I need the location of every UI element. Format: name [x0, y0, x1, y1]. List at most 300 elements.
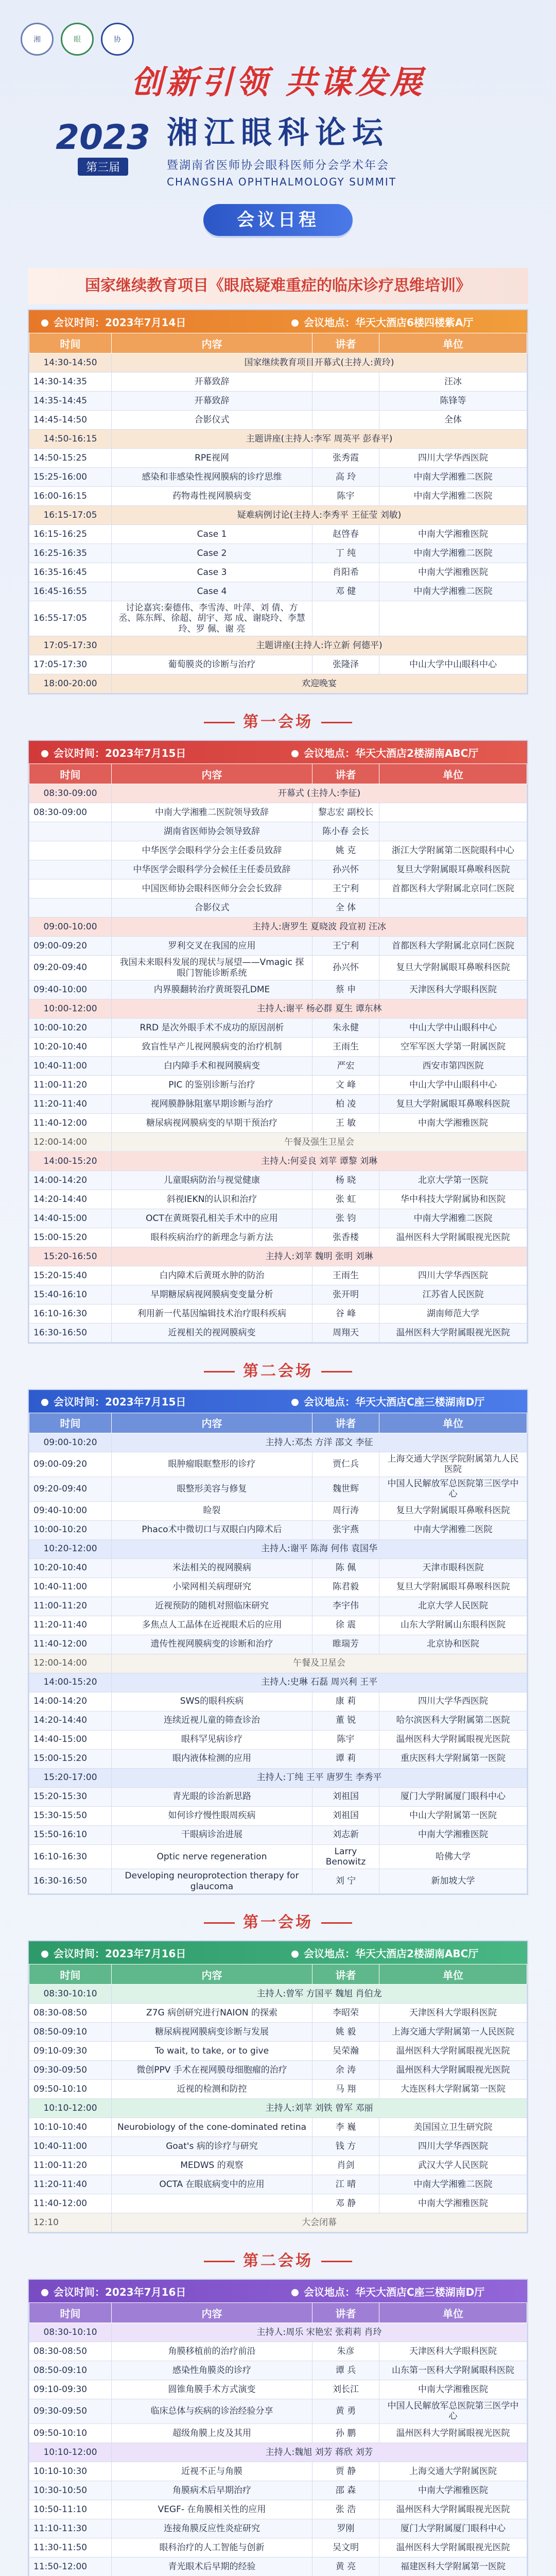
row-time: 10:00-10:20 — [29, 1018, 112, 1037]
row-speaker: 肖剑 — [312, 2156, 379, 2175]
row-time: 10:10-10:30 — [29, 2462, 112, 2481]
row-speaker: 邓 静 — [312, 2194, 379, 2213]
logo-3-text: 协 — [114, 36, 121, 44]
table-row — [29, 655, 527, 674]
row-topic: 药物毒性视网膜病变 — [112, 487, 312, 506]
row-unit: 新加坡大学 — [379, 1869, 527, 1894]
session-date-text: 会议时间：2023年7月16日 — [54, 2285, 186, 2298]
card-header — [29, 310, 527, 333]
col-time: 时间 — [29, 1413, 112, 1433]
row-time: 11:20-11:40 — [29, 1616, 112, 1635]
row-topic: 致盲性早产儿视网膜病变的治疗机制 — [112, 1037, 312, 1056]
schedule-table — [29, 1964, 527, 2232]
logo-group — [21, 23, 134, 56]
row-unit: 温州医科大学附属眼视光医院 — [379, 2042, 527, 2061]
session-date-text: 会议时间：2023年7月15日 — [54, 1396, 186, 1409]
row-unit: 天津医科大学眼科医院 — [379, 2004, 527, 2023]
table-row — [29, 2023, 527, 2042]
row-speaker: 吴荣瀚 — [312, 2042, 379, 2061]
row-topic: 超级角膜上皮及其用 — [112, 2424, 312, 2443]
venue-title: 第二会场 — [28, 2248, 528, 2270]
row-topic: 湖南省医师协会领导致辞 — [112, 822, 312, 841]
row-time: 11:10-11:30 — [29, 2519, 112, 2538]
slogan: 创新引领 共谋发展 — [131, 63, 425, 101]
row-unit: 温州医科大学附属眼视光医院 — [379, 2424, 527, 2443]
row-speaker: 刘祖国 — [312, 1806, 379, 1825]
row-topic: 斜视IEKN的认识和治疗 — [112, 1190, 312, 1209]
row-session-text: 主持人:邓杰 方洋 邵文 李征 — [112, 1433, 527, 1452]
row-unit: 武汉大学人民医院 — [379, 2156, 527, 2175]
event-title: 湘江眼科论坛 — [167, 115, 389, 151]
col-speaker: 讲者 — [312, 1413, 379, 1433]
row-topic: 眼内液体检测的应用 — [112, 1749, 312, 1768]
table-row — [29, 1056, 527, 1075]
row-unit: 重庆医科大学附属第一医院 — [379, 1749, 527, 1768]
row-speaker: 魏世辉 — [312, 1477, 379, 1501]
table-row — [29, 1285, 527, 1304]
society-logo-2 — [61, 23, 94, 56]
row-topic: 白内障手术和视网膜病变 — [112, 1056, 312, 1075]
row-speaker: 全 体 — [312, 899, 379, 918]
dot-icon — [41, 750, 48, 757]
table-row — [29, 879, 527, 899]
row-topic: 白内障术后黄斑水肿的防治 — [112, 1266, 312, 1285]
dot-icon — [291, 319, 299, 327]
row-speaker: 董 锐 — [312, 1711, 379, 1730]
year-badge — [51, 117, 154, 176]
col-speaker: 讲者 — [312, 333, 379, 353]
row-unit: 山东大学附属山东眼科医院 — [379, 1616, 527, 1635]
row-session-text: 主持人:谢平 陈海 何伟 袁国华 — [112, 1539, 527, 1558]
row-topic: 连接角膜反应性炎症研究 — [112, 2519, 312, 2538]
row-unit: 中山大学附属第一医院 — [379, 1806, 527, 1825]
row-time: 16:00-16:15 — [29, 487, 112, 506]
row-speaker: 姚 毅 — [312, 2023, 379, 2042]
row-topic: 中国医师协会眼科医师分会会长致辞 — [112, 879, 312, 899]
session-place — [279, 745, 527, 760]
session-chair-row — [29, 636, 527, 655]
row-unit: 四川大学华西医院 — [379, 2137, 527, 2156]
page-header — [0, 0, 556, 206]
row-unit: 天津市眼科医院 — [379, 1558, 527, 1578]
row-topic: 连续近视儿童的筛查诊治 — [112, 1711, 312, 1730]
society-logo-3 — [101, 23, 134, 56]
row-time: 09:30-09:50 — [29, 2399, 112, 2424]
col-time: 时间 — [29, 764, 112, 784]
table-row — [29, 2519, 527, 2538]
row-unit: 北京大学第一医院 — [379, 1171, 527, 1190]
session-place — [279, 2284, 527, 2299]
row-unit: 中南大学湘雅二医院 — [379, 1209, 527, 1228]
col-time: 时间 — [29, 2303, 112, 2323]
row-unit: 大连医科大学附属第一医院 — [379, 2080, 527, 2099]
row-time: 15:50-16:10 — [29, 1825, 112, 1844]
row-session-text: 主持人:曾军 方国平 魏旭 肖伯龙 — [112, 1985, 527, 2004]
row-unit: 上海交通大学附属医院 — [379, 2462, 527, 2481]
row-topic: Case 3 — [112, 563, 312, 582]
row-topic: OCTA 在眼底病变中的应用 — [112, 2175, 312, 2194]
table-row — [29, 2481, 527, 2500]
row-topic: Optic nerve regeneration — [112, 1844, 312, 1869]
row-topic: Case 2 — [112, 544, 312, 563]
row-unit: 中南大学湘雅二医院 — [379, 468, 527, 487]
row-unit: 温州医科大学附属眼视光医院 — [379, 1730, 527, 1749]
row-topic: Phaco术中微切口与双眼白内障术后 — [112, 1520, 312, 1539]
row-time: 09:00-09:20 — [29, 937, 112, 956]
table-row — [29, 1730, 527, 1749]
row-topic: 内界膜翻转治疗黄斑裂孔DME — [112, 980, 312, 999]
session-chair-row — [29, 2099, 527, 2118]
row-speaker: 丁 纯 — [312, 544, 379, 563]
row-unit: 中山大学中山眼科中心 — [379, 1075, 527, 1094]
table-row — [29, 2175, 527, 2194]
row-speaker: 严宏 — [312, 1056, 379, 1075]
row-unit: 中南大学湘雅医院 — [379, 563, 527, 582]
row-session-text: 主题讲座(主持人:李军 周英平 彭春平) — [112, 430, 527, 449]
row-session-text: 主持人:谢平 杨必群 夏生 谭东林 — [112, 999, 527, 1018]
table-row — [29, 2080, 527, 2099]
break-row — [29, 1654, 527, 1673]
table-row — [29, 1323, 527, 1342]
row-session-text: 主持人:丁纯 王平 唐罗生 李秀平 — [112, 1768, 527, 1787]
row-time: 10:10-10:40 — [29, 2118, 112, 2137]
row-session-text: 国家继续教育项目开幕式(主持人:黄玲) — [112, 353, 527, 372]
row-time: 16:15-17:05 — [29, 506, 112, 525]
row-speaker: 贾 静 — [312, 2462, 379, 2481]
row-session-text: 主持人:何妥良 刘苹 谭黎 刘琳 — [112, 1151, 527, 1171]
table-row — [29, 2137, 527, 2156]
row-time: 08:30-08:50 — [29, 2004, 112, 2023]
session-place-text: 会议地点：华天大酒店6楼四楼紫A厅 — [304, 316, 474, 329]
row-speaker: 陈小春 会长 — [312, 822, 379, 841]
row-unit: 四川大学华西医院 — [379, 449, 527, 468]
table-row — [29, 980, 527, 999]
row-time: 15:00-15:20 — [29, 1228, 112, 1247]
table-row — [29, 2538, 527, 2557]
row-time: 14:30-14:35 — [29, 372, 112, 392]
row-session-text: 主持人:刘苹 刘铁 曾军 邓丽 — [112, 2099, 527, 2118]
row-time: 14:50-16:15 — [29, 430, 112, 449]
row-unit: 空军军医大学第一附属医院 — [379, 1037, 527, 1056]
title-text — [154, 108, 505, 188]
row-time: 10:40-11:00 — [29, 1056, 112, 1075]
session-date-text: 会议时间：2023年7月16日 — [54, 1947, 186, 1960]
row-topic: 眼科罕见病诊疗 — [112, 1730, 312, 1749]
row-speaker: 张 虹 — [312, 1190, 379, 1209]
row-time: 16:10-16:30 — [29, 1844, 112, 1869]
row-unit: 中南大学湘雅二医院 — [379, 487, 527, 506]
agenda-label: 会议日程 — [203, 204, 353, 236]
session-chair-row — [29, 1247, 527, 1266]
table-row — [29, 1094, 527, 1113]
row-unit: 中南大学湘雅医院 — [379, 1825, 527, 1844]
row-time: 10:20-12:00 — [29, 1539, 112, 1558]
table-row — [29, 860, 527, 879]
row-topic: 近视的检测和防控 — [112, 2080, 312, 2099]
row-speaker: 陈 佩 — [312, 1558, 379, 1578]
row-topic: 眼整形美容与修复 — [112, 1477, 312, 1501]
row-topic: 合影仪式 — [112, 899, 312, 918]
row-time: 09:00-10:00 — [29, 918, 112, 937]
row-speaker: 刘祖国 — [312, 1787, 379, 1806]
table-row — [29, 1749, 527, 1768]
row-speaker: 张宇燕 — [312, 1520, 379, 1539]
row-topic: VEGF- 在角膜相关性的应用 — [112, 2500, 312, 2519]
row-unit: 温州医科大学附属眼视光医院 — [379, 2061, 527, 2080]
row-time: 10:20-10:40 — [29, 1558, 112, 1578]
table-row — [29, 2042, 527, 2061]
table-row — [29, 1825, 527, 1844]
table-row — [29, 2061, 527, 2080]
row-speaker: 姚 克 — [312, 841, 379, 860]
row-unit: 上海交通大学附属第一人民医院 — [379, 2023, 527, 2042]
session-place-text: 会议地点：华天大酒店2楼湖南ABC厅 — [304, 747, 479, 759]
row-speaker: 孙 鹏 — [312, 2424, 379, 2443]
card-header — [29, 741, 527, 764]
row-speaker: 高 玲 — [312, 468, 379, 487]
table-row — [29, 2500, 527, 2519]
row-speaker: 肖阳希 — [312, 563, 379, 582]
row-topic: RRD 是次外眼手术不成功的原因剖析 — [112, 1018, 312, 1037]
row-topic: 眼科治疗的人工智能与创新 — [112, 2538, 312, 2557]
table-row — [29, 1075, 527, 1094]
society-logo-1 — [21, 23, 54, 56]
row-speaker: 赵啓春 — [312, 525, 379, 544]
row-time: 09:40-10:00 — [29, 980, 112, 999]
table-row — [29, 2424, 527, 2443]
cme-banner: 国家继续教育项目《眼底疑难重症的临床诊疗思维培训》 — [28, 268, 528, 304]
row-unit: 哈尔滨医科大学附属第二医院 — [379, 1711, 527, 1730]
table-row — [29, 2156, 527, 2175]
row-time: 16:45-16:55 — [29, 582, 112, 601]
row-session-text: 主持人:唐罗生 夏晓波 段宣初 汪冰 — [112, 918, 527, 937]
logo-2-text: 眼 — [74, 36, 81, 44]
table-row — [29, 1806, 527, 1825]
row-speaker: 陈君毅 — [312, 1578, 379, 1597]
table-row — [29, 2342, 527, 2361]
col-speaker: 讲者 — [312, 764, 379, 784]
session-place — [279, 314, 527, 329]
row-time: 14:45-14:50 — [29, 411, 112, 430]
row-topic: SWS的眼科疾病 — [112, 1692, 312, 1711]
table-row — [29, 487, 527, 506]
row-topic: 葡萄膜炎的诊断与治疗 — [112, 655, 312, 674]
break-row — [29, 1132, 527, 1151]
row-time: 16:55-17:05 — [29, 601, 112, 636]
row-time: 11:40-12:00 — [29, 1635, 112, 1654]
card-header — [29, 1390, 527, 1413]
row-time: 09:20-09:40 — [29, 956, 112, 980]
row-time: 11:20-11:40 — [29, 1094, 112, 1113]
row-time — [29, 879, 112, 899]
row-time: 16:30-16:50 — [29, 1869, 112, 1894]
row-time: 10:20-10:40 — [29, 1037, 112, 1056]
row-topic: 眼肿瘤眼眶整形的诊疗 — [112, 1452, 312, 1477]
session-place-text: 会议地点：华天大酒店C座三楼湖南D厅 — [304, 1396, 485, 1409]
table-row — [29, 1477, 527, 1501]
row-speaker: 王宁利 — [312, 879, 379, 899]
session-chair-row — [29, 2323, 527, 2342]
row-unit — [379, 803, 527, 822]
table-row — [29, 899, 527, 918]
row-speaker: 余 涛 — [312, 2061, 379, 2080]
row-time: 14:00-15:20 — [29, 1151, 112, 1171]
card-header — [29, 2280, 527, 2302]
row-time: 15:20-16:50 — [29, 1247, 112, 1266]
row-topic: 多焦点人工晶体在近视眼术后的应用 — [112, 1616, 312, 1635]
schedule-card — [28, 740, 528, 1344]
schedule-card — [28, 1389, 528, 1895]
table-row — [29, 2118, 527, 2137]
dot-icon — [41, 1951, 48, 1958]
row-time: 16:30-16:50 — [29, 1323, 112, 1342]
row-time: 14:40-15:00 — [29, 1209, 112, 1228]
row-speaker: 李 巍 — [312, 2118, 379, 2137]
table-row — [29, 1228, 527, 1247]
row-time: 16:15-16:25 — [29, 525, 112, 544]
row-speaker: 陈宇 — [312, 1730, 379, 1749]
row-time: 08:30-10:10 — [29, 2323, 112, 2342]
session-chair-row — [29, 2443, 527, 2462]
row-topic: 青光眼的诊治新思路 — [112, 1787, 312, 1806]
row-time: 08:30-10:10 — [29, 1985, 112, 2004]
row-time: 10:40-11:00 — [29, 1578, 112, 1597]
row-speaker: 张 浩 — [312, 2500, 379, 2519]
col-time: 时间 — [29, 1964, 112, 1985]
row-speaker: 邵 森 — [312, 2481, 379, 2500]
table-row — [29, 1520, 527, 1539]
session-chair-row — [29, 1433, 527, 1452]
table-row — [29, 544, 527, 563]
row-unit: 首都医科大学附属北京同仁医院 — [379, 879, 527, 899]
session-chair-row — [29, 506, 527, 525]
row-speaker: 黄 亮 — [312, 2557, 379, 2576]
table-row — [29, 2399, 527, 2424]
row-unit: 华中科技大学附属协和医院 — [379, 1190, 527, 1209]
row-topic: 感染性角膜炎的诊疗 — [112, 2361, 312, 2380]
row-speaker: 张秀霞 — [312, 449, 379, 468]
row-speaker: 文 峰 — [312, 1075, 379, 1094]
row-unit: 中南大学湘雅二医院 — [379, 1520, 527, 1539]
row-speaker: 王 敏 — [312, 1113, 379, 1132]
table-row — [29, 1266, 527, 1285]
col-topic: 内容 — [112, 2303, 312, 2323]
row-speaker: 黎志宏 副校长 — [312, 803, 379, 822]
row-speaker: 马 翔 — [312, 2080, 379, 2099]
session-chair-row — [29, 1151, 527, 1171]
row-time: 10:10-12:00 — [29, 2099, 112, 2118]
table-row — [29, 1558, 527, 1578]
row-session-text: 主题讲座(主持人:许立新 何德平) — [112, 636, 527, 655]
row-unit: 浙江大学附属第二医院眼科中心 — [379, 841, 527, 860]
row-speaker: 吴文明 — [312, 2538, 379, 2557]
row-topic: Case 4 — [112, 582, 312, 601]
col-unit: 单位 — [379, 1413, 527, 1433]
row-unit: 温州医科大学附属眼视光医院 — [379, 2500, 527, 2519]
session-chair-row — [29, 1673, 527, 1692]
row-time: 10:50-11:10 — [29, 2500, 112, 2519]
table-row — [29, 1711, 527, 1730]
row-topic: Case 1 — [112, 525, 312, 544]
dot-icon — [41, 2289, 48, 2296]
row-unit: 北京大学人民医院 — [379, 1597, 527, 1616]
row-topic: 角膜移植前的治疗前沿 — [112, 2342, 312, 2361]
table-row — [29, 1018, 527, 1037]
row-time: 15:40-16:10 — [29, 1285, 112, 1304]
row-unit: 中山大学中山眼科中心 — [379, 1018, 527, 1037]
row-speaker: 孙兴怀 — [312, 956, 379, 980]
row-time — [29, 841, 112, 860]
col-unit: 单位 — [379, 2303, 527, 2323]
row-time: 15:25-16:00 — [29, 468, 112, 487]
row-unit: 湖南师范大学 — [379, 1304, 527, 1323]
row-speaker — [312, 411, 379, 430]
table-row — [29, 1597, 527, 1616]
table-row — [29, 1787, 527, 1806]
row-speaker: 周翔天 — [312, 1323, 379, 1342]
row-time: 14:40-15:00 — [29, 1730, 112, 1749]
table-row — [29, 1171, 527, 1190]
row-time: 16:25-16:35 — [29, 544, 112, 563]
row-unit: 温州医科大学附属眼视光医院 — [379, 2538, 527, 2557]
row-topic: 中华医学会眼科学分会主任委员致辞 — [112, 841, 312, 860]
table-row — [29, 822, 527, 841]
row-topic: To wait, to take, or to give — [112, 2042, 312, 2061]
row-time: 09:50-10:10 — [29, 2080, 112, 2099]
row-unit: 江苏省人民医院 — [379, 1285, 527, 1304]
table-row — [29, 2361, 527, 2380]
row-time: 14:20-14:40 — [29, 1190, 112, 1209]
col-unit: 单位 — [379, 1964, 527, 1985]
session-date — [29, 1394, 279, 1409]
row-speaker: Larry Benowitz — [312, 1844, 379, 1869]
table-row — [29, 1616, 527, 1635]
row-topic: 开幕致辞 — [112, 372, 312, 392]
session-chair-row — [29, 1539, 527, 1558]
schedule-card — [28, 1940, 528, 2233]
row-unit: 山东第一医科大学附属眼科医院 — [379, 2361, 527, 2380]
session-chair-row — [29, 353, 527, 372]
row-unit: 复旦大学附属眼耳鼻喉科医院 — [379, 1094, 527, 1113]
table-row — [29, 841, 527, 860]
col-topic: 内容 — [112, 764, 312, 784]
agenda-content — [28, 263, 528, 2576]
row-speaker: 贾仁兵 — [312, 1452, 379, 1477]
row-speaker: 谭 莉 — [312, 1749, 379, 1768]
row-topic: 合影仪式 — [112, 411, 312, 430]
session-place — [279, 1945, 527, 1960]
table-row — [29, 601, 527, 636]
row-time: 08:30-09:00 — [29, 784, 112, 803]
row-time: 14:00-14:20 — [29, 1171, 112, 1190]
table-row — [29, 1209, 527, 1228]
schedule-table — [29, 1413, 527, 1894]
row-session-text: 欢迎晚宴 — [112, 674, 527, 693]
table-row — [29, 1501, 527, 1520]
table-row — [29, 2194, 527, 2213]
table-row — [29, 1844, 527, 1869]
row-time: 14:35-14:45 — [29, 392, 112, 411]
row-topic: 青光眼术后早期的经验 — [112, 2557, 312, 2576]
row-topic: 圆锥角膜手术方式演变 — [112, 2380, 312, 2399]
col-topic: 内容 — [112, 1413, 312, 1433]
row-time: 11:00-11:20 — [29, 1597, 112, 1616]
row-time: 15:20-15:30 — [29, 1787, 112, 1806]
row-time: 09:00-10:20 — [29, 1433, 112, 1452]
session-chair-row — [29, 784, 527, 803]
row-time: 09:40-10:00 — [29, 1501, 112, 1520]
row-time: 10:40-11:00 — [29, 2137, 112, 2156]
